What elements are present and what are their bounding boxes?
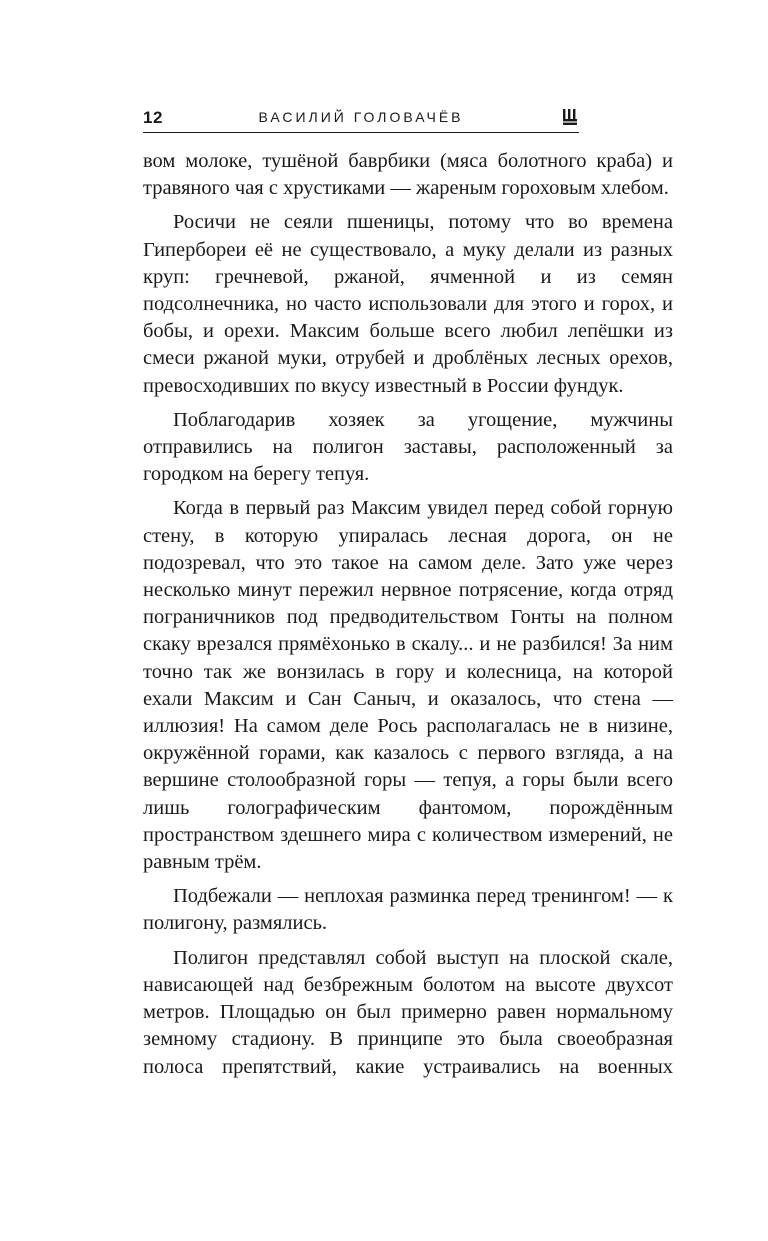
paragraph-4: Когда в первый раз Максим увидел перед собой горную стену, в которую упиралась лесная дорога, он не подозревал, что это такое на самом деле. Зато уже через несколько минут пережил нервное потрясение, когда отряд пограничников под предводительством Гонты на полном скаку врезался прямёхонько в скалу... и не разбился! За ним точно так же вонзилась в гору и колесница, на которой ехали Максим и Сан Саныч, и оказалось, что стена — иллюзия! На самом деле Рось располагалась не в низине, окружённой горами, как казалось с первого взгляда, а на вершине столообразной горы — тепуя, а горы были всего лишь голографическим фантомом, порождённым пространством здешнего мира с количеством измерений, не равным трём. [143, 497, 673, 874]
running-title: ВАСИЛИЙ ГОЛОВАЧЁВ [258, 109, 464, 125]
page-number: 12 [143, 108, 163, 127]
paragraph-3: Поблагодарив хозяек за угощение, мужчины отправились на полигон заставы, расположенный за городком на берегу тепуя. [143, 408, 673, 486]
paragraph-5: Подбежали — неплохая разминка перед тренингом! — к полигону, размялись. [143, 885, 673, 935]
page-header [143, 104, 579, 133]
publisher-logo-icon [563, 109, 577, 125]
paragraph-1: вом молоке, тушёной баврбики (мяса болотного краба) и травяного чая с хрустиками — жареным гороховым хлебом. [143, 150, 673, 200]
paragraph-6: Полигон представлял собой выступ на плоской скале, нависающей над безбрежным болотом на высоте двухсот метров. Площадью он был примерно равен нормальному земному стадиону. В принципе это была своеобразная полоса препятствий, какие устраивались на военных [143, 946, 673, 1078]
paragraph-2: Росичи не сеяли пшеницы, потому что во времена Гипербореи её не существовало, а муку делали из разных круп: гречневой, ржаной, ячменной и из семян подсолнечника, но часто использовали для этого и горох, и бобы, и орехи. Максим больше всего любил лепёшки из смеси ржаной муки, отрубей и дроблёных лесных орехов, превосходивших по вкусу известный в России фундук. [143, 211, 673, 397]
body-text [143, 148, 673, 1081]
